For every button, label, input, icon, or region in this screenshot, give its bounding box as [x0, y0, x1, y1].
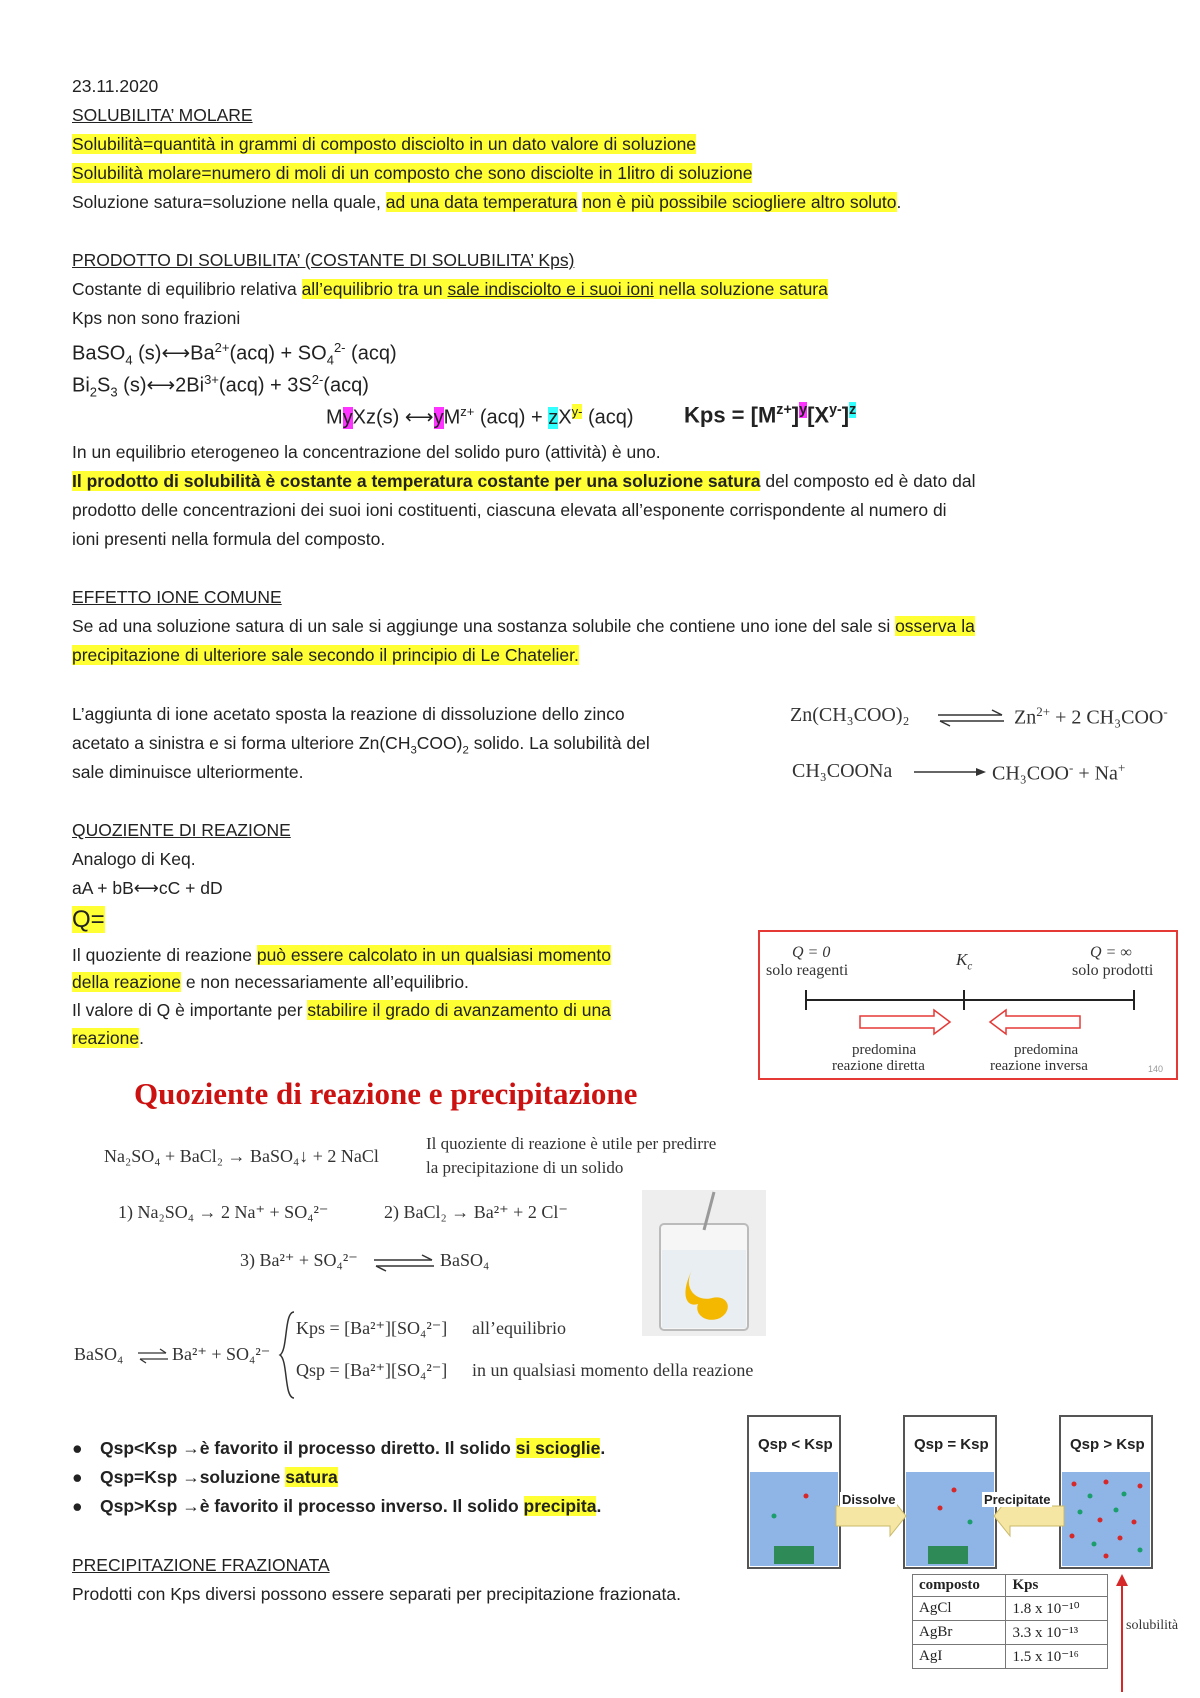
text-part: Se ad una soluzione satura di un sale si aggiunge una sostanza solubile che contiene uno ione del sale si — [72, 616, 896, 636]
table-cell-compound: AgBr — [913, 1621, 1006, 1645]
eq-part: ] — [841, 402, 850, 428]
table-row — [913, 1645, 1108, 1669]
highlight-si-scioglie: si scioglie — [515, 1438, 601, 1458]
section-title-quoziente: QUOZIENTE DI REAZIONE — [72, 820, 291, 840]
bullet-dot: ● — [72, 1496, 83, 1516]
section-title-frazionata: PRECIPITAZIONE FRAZIONATA — [72, 1555, 330, 1575]
highlight-reazione: reazione — [72, 1028, 140, 1048]
section-title-solubilita-molare: SOLUBILITA’ MOLARE — [72, 105, 253, 125]
eq-part: z — [366, 406, 377, 429]
beaker-photo-drawing — [642, 1190, 766, 1336]
bullet-qsp-greater — [72, 1496, 601, 1517]
text-ioni-presenti: ioni presenti nella formula del composto. — [72, 529, 386, 549]
eq-part: + 2 CH₃COO — [1050, 706, 1164, 729]
kc-sub: c — [967, 960, 973, 973]
text-acetato-2 — [72, 733, 650, 761]
eq-part: y- — [571, 404, 583, 419]
eq-part: (acq) + 3S — [218, 374, 312, 397]
slide-ions: Ba²⁺ + SO₄²⁻ — [172, 1344, 271, 1364]
table-header: Kps — [1006, 1575, 1108, 1597]
highlight-solubilita-molare: Solubilità molare=numero di moli di un composto che sono disciolte in 1litro di soluzione — [72, 163, 753, 183]
text-part: del composto ed è dato dal — [760, 471, 976, 491]
highlight-z: z — [548, 406, 559, 429]
arrow-icon: → — [182, 1467, 200, 1487]
eq-part: 2+ — [214, 340, 230, 355]
section-title-prodotto-solubilita: PRODOTTO DI SOLUBILITA’ (COSTANTE DI SOLUBILITA’ Kps) — [72, 250, 575, 270]
eq-part: y- — [829, 402, 842, 418]
dissolve-label: Dissolve — [842, 1492, 896, 1507]
kps-table — [912, 1574, 1108, 1669]
eq-part: 4 — [125, 352, 133, 368]
bullet-part: Qsp<Ksp — [100, 1438, 183, 1458]
highlight-osserva: osserva la — [895, 616, 975, 636]
bullet-part: . — [600, 1438, 606, 1458]
equation-bi2s3 — [72, 368, 369, 405]
reaction-sodium-acetate-left: CH₃COONa — [792, 760, 893, 782]
table-row — [913, 1621, 1108, 1645]
slide-equilibrium-arrow — [372, 1254, 436, 1272]
highlight-y: y — [433, 406, 444, 429]
slide-note-2: la precipitazione di un solido — [426, 1158, 624, 1177]
eq-part: BaSO — [72, 342, 126, 365]
bullet-dot: ● — [72, 1467, 83, 1487]
highlight-equilibrio: all’equilibrio tra un — [301, 279, 448, 299]
eq-part: z+ — [776, 402, 792, 418]
text-part: Soluzione satura=soluzione nella quale, — [72, 192, 386, 212]
eq-part: Kps = [M — [684, 402, 777, 428]
eq-part: ] — [791, 402, 800, 428]
text-part: . — [896, 192, 902, 212]
slide-step-3: 3) Ba²⁺ + SO₄²⁻ — [240, 1250, 358, 1270]
table-cell-kps: 3.3 x 10⁻¹³ — [1006, 1621, 1108, 1645]
text-prodotto-concentrazioni: prodotto delle concentrazioni dei suoi ioni costituenti, ciascuna elevata all’esponente corrispondente al numero di — [72, 500, 947, 520]
text-costante-equilibrio — [72, 279, 828, 299]
q-diagram — [758, 930, 1178, 1080]
text-acetato-1: L’aggiunta di ione acetato sposta la reazione di dissoluzione dello zinco — [72, 704, 625, 724]
solubility-label: solubilità — [1126, 1618, 1179, 1633]
text-ione-comune-2 — [72, 645, 579, 665]
date: 23.11.2020 — [72, 76, 159, 96]
text-part: acetato a sinistra e si forma ulteriore Zn(CH — [72, 733, 411, 753]
kc-label — [956, 950, 972, 972]
beaker-photo — [642, 1190, 766, 1336]
table-cell-kps: 1.8 x 10⁻¹⁰ — [1006, 1597, 1108, 1621]
eq-part: 3 — [110, 384, 118, 400]
highlight-solubilita: Solubilità=quantità in grammi di composto disciolto in un dato valore di soluzione — [72, 134, 697, 154]
text-part: solido. La solubilità del — [468, 733, 650, 753]
highlight-calcolato: può essere calcolato in un qualsiasi momento — [256, 945, 611, 965]
text-quoziente-4 — [72, 1028, 144, 1048]
beaker-label-equal: Qsp = Ksp — [914, 1436, 989, 1453]
highlight-soluzione-satura: nella soluzione satura — [653, 279, 828, 299]
slide-qsp: Qsp = [Ba²⁺][SO₄²⁻] — [296, 1360, 448, 1380]
equation-general — [326, 404, 634, 430]
q-axis — [800, 988, 1140, 1038]
brace — [278, 1310, 298, 1400]
table-cell-compound: AgCl — [913, 1597, 1006, 1621]
q-infinity-label: Q = ∞ — [1090, 944, 1132, 961]
text-prodotto-costante — [72, 471, 975, 491]
eq-part: - — [1163, 704, 1168, 719]
highlight-prodotto-costante: Il prodotto di solubilità è costante a temperatura costante per una soluzione satura — [72, 471, 761, 491]
text-part: e non necessariamente all’equilibrio. — [180, 972, 469, 992]
eq-part: [X — [807, 402, 830, 428]
section-title-ione-comune: EFFETTO IONE COMUNE — [72, 587, 282, 607]
text-quoziente-1 — [72, 945, 611, 965]
eq-part: (s)⟷Ba — [132, 342, 215, 365]
text-solubilita-molare — [72, 163, 752, 183]
eq-part: (acq) + SO — [229, 342, 327, 365]
highlight-temperatura: ad una data temperatura — [385, 192, 578, 212]
predomina-diretta-2: reazione diretta — [832, 1058, 925, 1074]
bullet-part: Qsp=Ksp — [100, 1467, 183, 1487]
text-part: Il valore di Q è importante per — [72, 1000, 308, 1020]
slide-title: Quoziente di reazione e precipitazione — [134, 1076, 638, 1111]
beaker-label-less: Qsp < Ksp — [758, 1436, 833, 1453]
text-part: 3 — [410, 744, 417, 757]
slide-small-equilibrium-arrow — [136, 1348, 170, 1364]
eq-part: (s) ⟷ — [376, 406, 434, 429]
text-soluzione-satura — [72, 192, 901, 212]
highlight-precipitazione: precipitazione di ulteriore sale secondo il principio di Le Chatelier. — [72, 645, 579, 665]
table-header-row — [913, 1575, 1108, 1597]
text-quoziente-3 — [72, 1000, 611, 1020]
highlight-grado: stabilire il grado di avanzamento di una — [307, 1000, 611, 1020]
table-row — [913, 1597, 1108, 1621]
eq-part: X — [558, 406, 572, 429]
eq-part: + — [1117, 760, 1126, 775]
eq-part: (s)⟷2Bi — [117, 374, 205, 397]
eq-part: M — [443, 406, 461, 429]
slide-qsp-note: in un qualsiasi momento della reazione — [472, 1360, 754, 1380]
eq-part: S — [97, 374, 111, 397]
text-reazione-generica: aA + bB⟷cC + dD — [72, 878, 223, 898]
highlight-y: y — [342, 406, 353, 429]
q-zero-label: Q = 0 — [792, 944, 831, 961]
eq-part: (acq) + — [474, 406, 549, 429]
table-cell-compound: AgI — [913, 1645, 1006, 1669]
predomina-diretta-1: predomina — [852, 1042, 917, 1058]
eq-part: 2+ — [1036, 704, 1051, 719]
table-cell-kps: 1.5 x 10⁻¹⁶ — [1006, 1645, 1108, 1669]
arrow-icon: → — [182, 1496, 200, 1516]
equilibrium-arrow — [936, 708, 1006, 728]
eq-part: 2 — [89, 384, 98, 400]
bullet-dot: ● — [72, 1438, 83, 1458]
kps-formula — [684, 402, 856, 428]
highlight-y: y — [799, 402, 808, 418]
bullet-part: . — [596, 1496, 602, 1516]
text-acetato-3: sale diminuisce ulteriormente. — [72, 762, 304, 782]
bullet-part: Qsp>Ksp — [100, 1496, 183, 1516]
slide-main-equation: Na₂SO₄ + BaCl₂ → BaSO₄↓ + 2 NaCl — [104, 1146, 379, 1166]
bullet-part: soluzione — [199, 1467, 286, 1487]
bullet-part: è favorito il processo inverso. Il solido — [199, 1496, 524, 1516]
precipitate-label: Precipitate — [984, 1492, 1051, 1507]
beaker-label-greater: Qsp > Ksp — [1070, 1436, 1145, 1453]
eq-part: (acq) — [345, 342, 397, 365]
reaction-sodium-acetate-right — [992, 760, 1125, 786]
text-analogo-keq: Analogo di Keq. — [72, 849, 196, 869]
eq-part: Zn — [1014, 706, 1037, 729]
table-header: composto — [913, 1575, 1006, 1597]
solo-prodotti-label: solo prodotti — [1072, 962, 1154, 979]
kc-text: K — [956, 950, 968, 969]
text-part: COO) — [416, 733, 463, 753]
text-part: Costante di equilibrio relativa — [72, 279, 302, 299]
page-number: 140 — [1148, 1064, 1164, 1074]
highlight-q: Q= — [72, 906, 105, 933]
beakers-illustration — [744, 1412, 1156, 1572]
q-equals — [72, 906, 105, 934]
slide-kps-note: all’equilibrio — [472, 1318, 566, 1338]
text-part: Il quoziente di reazione — [72, 945, 257, 965]
text-kps-frazioni: Kps non sono frazioni — [72, 308, 241, 328]
slide-kps: Kps = [Ba²⁺][SO₄²⁻] — [296, 1318, 448, 1338]
solo-reagenti-label: solo reagenti — [766, 962, 849, 979]
eq-part: (acq) — [582, 406, 634, 429]
eq-part: 2- — [311, 372, 324, 387]
eq-part: (acq) — [323, 374, 369, 397]
eq-part: Bi — [72, 374, 90, 397]
eq-part: z+ — [460, 404, 475, 419]
arrow-icon: → — [182, 1438, 200, 1458]
text-equilibrio-eterogeneo: In un equilibrio eterogeneo la concentrazione del solido puro (attività) è uno. — [72, 442, 661, 462]
highlight-sale-ioni: sale indisciolto e i suoi ioni — [447, 279, 654, 299]
highlight-precipita: precipita — [523, 1496, 597, 1516]
eq-part: CH₃COO — [992, 762, 1069, 785]
reaction-zinc-acetate-left: Zn(CH₃COO)₂ — [790, 704, 910, 726]
predomina-inversa-1: predomina — [1014, 1042, 1079, 1058]
eq-part: M — [326, 406, 343, 429]
text-ione-comune-1 — [72, 616, 975, 636]
text-quoziente-2 — [72, 972, 469, 992]
bullet-part: è favorito il processo diretto. Il solido — [199, 1438, 516, 1458]
highlight-satura: satura — [285, 1467, 338, 1487]
highlight-z: z — [849, 402, 857, 418]
eq-part: 3+ — [204, 372, 219, 387]
slide-step-1: 1) Na₂SO₄ → 2 Na⁺ + SO₄²⁻ — [118, 1202, 329, 1222]
predomina-inversa-2: reazione inversa — [990, 1058, 1088, 1074]
eq-part: 2- — [333, 340, 346, 355]
slide-step-2: 2) BaCl₂ → Ba²⁺ + 2 Cl⁻ — [384, 1202, 568, 1222]
bullet-qsp-less — [72, 1438, 605, 1459]
text-frazionata: Prodotti con Kps diversi possono essere separati per precipitazione frazionata. — [72, 1584, 681, 1604]
eq-part: + Na — [1073, 762, 1118, 785]
text-part: . — [139, 1028, 145, 1048]
slide-step-3-product: BaSO₄ — [440, 1250, 490, 1270]
forward-arrow — [912, 764, 988, 780]
bullet-qsp-equal — [72, 1467, 338, 1488]
eq-part: - — [1068, 760, 1074, 775]
highlight-non-possibile: non è più possibile sciogliere altro soluto — [582, 192, 897, 212]
highlight-della-reazione: della reazione — [72, 972, 181, 992]
reaction-zinc-acetate-right — [1014, 704, 1168, 730]
eq-part: X — [352, 406, 367, 429]
eq-part: 4 — [326, 352, 334, 368]
text-part: 2 — [462, 744, 469, 757]
slide-note-1: Il quoziente di reazione è utile per predirre — [426, 1134, 717, 1153]
text-solubilita — [72, 134, 696, 154]
slide-baso4-left: BaSO₄ — [74, 1344, 124, 1364]
